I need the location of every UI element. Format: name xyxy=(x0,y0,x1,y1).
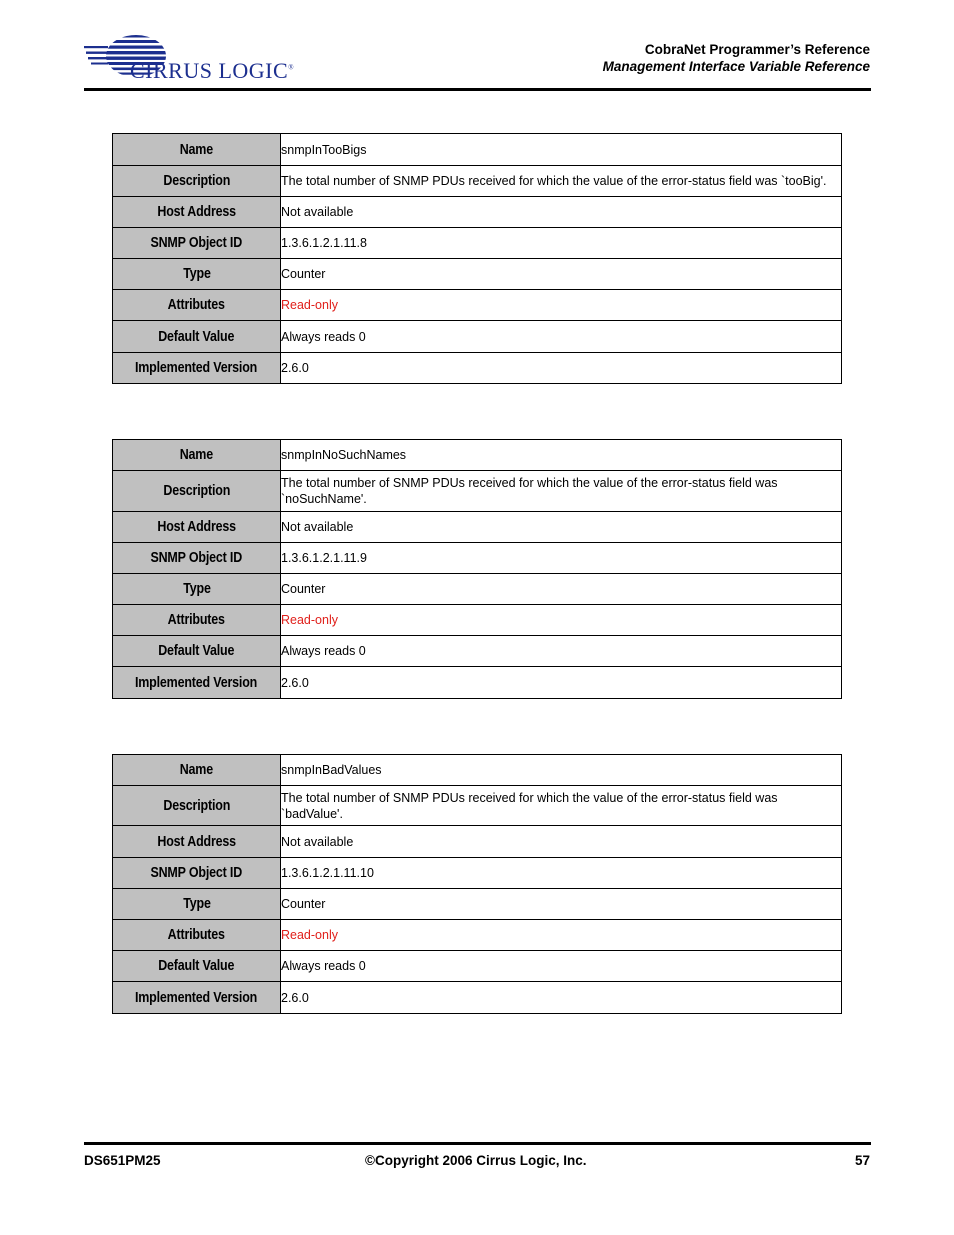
label-description: Description xyxy=(113,471,281,512)
value-default-value: Always reads 0 xyxy=(281,636,842,667)
document-title: CobraNet Programmer’s Reference xyxy=(644,42,870,57)
table-row xyxy=(113,982,842,1014)
label-name: Name xyxy=(113,755,281,786)
table-row xyxy=(113,826,842,858)
value-type: Counter xyxy=(281,259,842,290)
label-snmp-object-id: SNMP Object ID xyxy=(113,228,281,259)
label-attributes: Attributes xyxy=(113,920,281,951)
label-host-address: Host Address xyxy=(113,826,281,858)
table-row xyxy=(113,667,842,699)
value-attributes: Read-only xyxy=(281,605,842,636)
table-row xyxy=(113,951,842,982)
value-name: snmpInNoSuchNames xyxy=(281,440,842,471)
table-row xyxy=(113,353,842,384)
variable-table-3 xyxy=(112,754,842,1014)
value-implemented-version: 2.6.0 xyxy=(281,667,842,699)
value-snmp-object-id: 1.3.6.1.2.1.11.9 xyxy=(281,543,842,574)
table-row xyxy=(113,471,842,512)
value-name: snmpInBadValues xyxy=(281,755,842,786)
label-implemented-version: Implemented Version xyxy=(113,982,281,1014)
label-implemented-version: Implemented Version xyxy=(113,353,281,384)
table-row xyxy=(113,636,842,667)
label-description: Description xyxy=(113,786,281,826)
value-snmp-object-id: 1.3.6.1.2.1.11.10 xyxy=(281,858,842,889)
value-host-address: Not available xyxy=(281,197,842,228)
page-number: 57 xyxy=(854,1153,870,1168)
label-type: Type xyxy=(113,574,281,605)
variable-table-2 xyxy=(112,439,842,699)
value-description: The total number of SNMP PDUs received for which the value of the error-status field was `badValue'. xyxy=(281,786,842,826)
copyright-notice: ©Copyright 2006 Cirrus Logic, Inc. xyxy=(365,1153,587,1168)
value-host-address: Not available xyxy=(281,512,842,543)
label-default-value: Default Value xyxy=(113,951,281,982)
value-description: The total number of SNMP PDUs received for which the value of the error-status field was `noSuchName'. xyxy=(281,471,842,512)
value-type: Counter xyxy=(281,574,842,605)
table-row xyxy=(113,889,842,920)
logo-wordmark: CIRRUS LOGIC® xyxy=(130,58,295,83)
label-attributes: Attributes xyxy=(113,290,281,321)
table-row xyxy=(113,755,842,786)
value-attributes: Read-only xyxy=(281,290,842,321)
table-row xyxy=(113,259,842,290)
table-row xyxy=(113,786,842,826)
label-snmp-object-id: SNMP Object ID xyxy=(113,858,281,889)
document-id: DS651PM25 xyxy=(84,1153,161,1168)
label-type: Type xyxy=(113,259,281,290)
label-host-address: Host Address xyxy=(113,512,281,543)
table-row xyxy=(113,197,842,228)
label-host-address: Host Address xyxy=(113,197,281,228)
section-title: Management Interface Variable Reference xyxy=(602,59,870,74)
label-attributes: Attributes xyxy=(113,605,281,636)
value-type: Counter xyxy=(281,889,842,920)
logo-text: CIRRUS LOGIC xyxy=(130,58,289,83)
table-row xyxy=(113,166,842,197)
table-row xyxy=(113,543,842,574)
value-implemented-version: 2.6.0 xyxy=(281,353,842,384)
table-row xyxy=(113,228,842,259)
label-default-value: Default Value xyxy=(113,321,281,353)
table-row xyxy=(113,920,842,951)
page-header xyxy=(603,41,870,75)
value-attributes: Read-only xyxy=(281,920,842,951)
table-row xyxy=(113,321,842,353)
value-implemented-version: 2.6.0 xyxy=(281,982,842,1014)
value-default-value: Always reads 0 xyxy=(281,321,842,353)
label-implemented-version: Implemented Version xyxy=(113,667,281,699)
value-name: snmpInTooBigs xyxy=(281,134,842,166)
label-default-value: Default Value xyxy=(113,636,281,667)
label-description: Description xyxy=(113,166,281,197)
table-row xyxy=(113,512,842,543)
value-snmp-object-id: 1.3.6.1.2.1.11.8 xyxy=(281,228,842,259)
label-snmp-object-id: SNMP Object ID xyxy=(113,543,281,574)
header-rule xyxy=(84,88,871,91)
variable-table-1 xyxy=(112,133,842,384)
value-default-value: Always reads 0 xyxy=(281,951,842,982)
table-row xyxy=(113,440,842,471)
value-host-address: Not available xyxy=(281,826,842,858)
table-row xyxy=(113,605,842,636)
footer-rule xyxy=(84,1142,871,1145)
label-type: Type xyxy=(113,889,281,920)
value-description: The total number of SNMP PDUs received for which the value of the error-status field was `tooBig'. xyxy=(281,166,842,197)
table-row xyxy=(113,858,842,889)
label-name: Name xyxy=(113,134,281,166)
table-row xyxy=(113,574,842,605)
label-name: Name xyxy=(113,440,281,471)
table-row xyxy=(113,134,842,166)
table-row xyxy=(113,290,842,321)
